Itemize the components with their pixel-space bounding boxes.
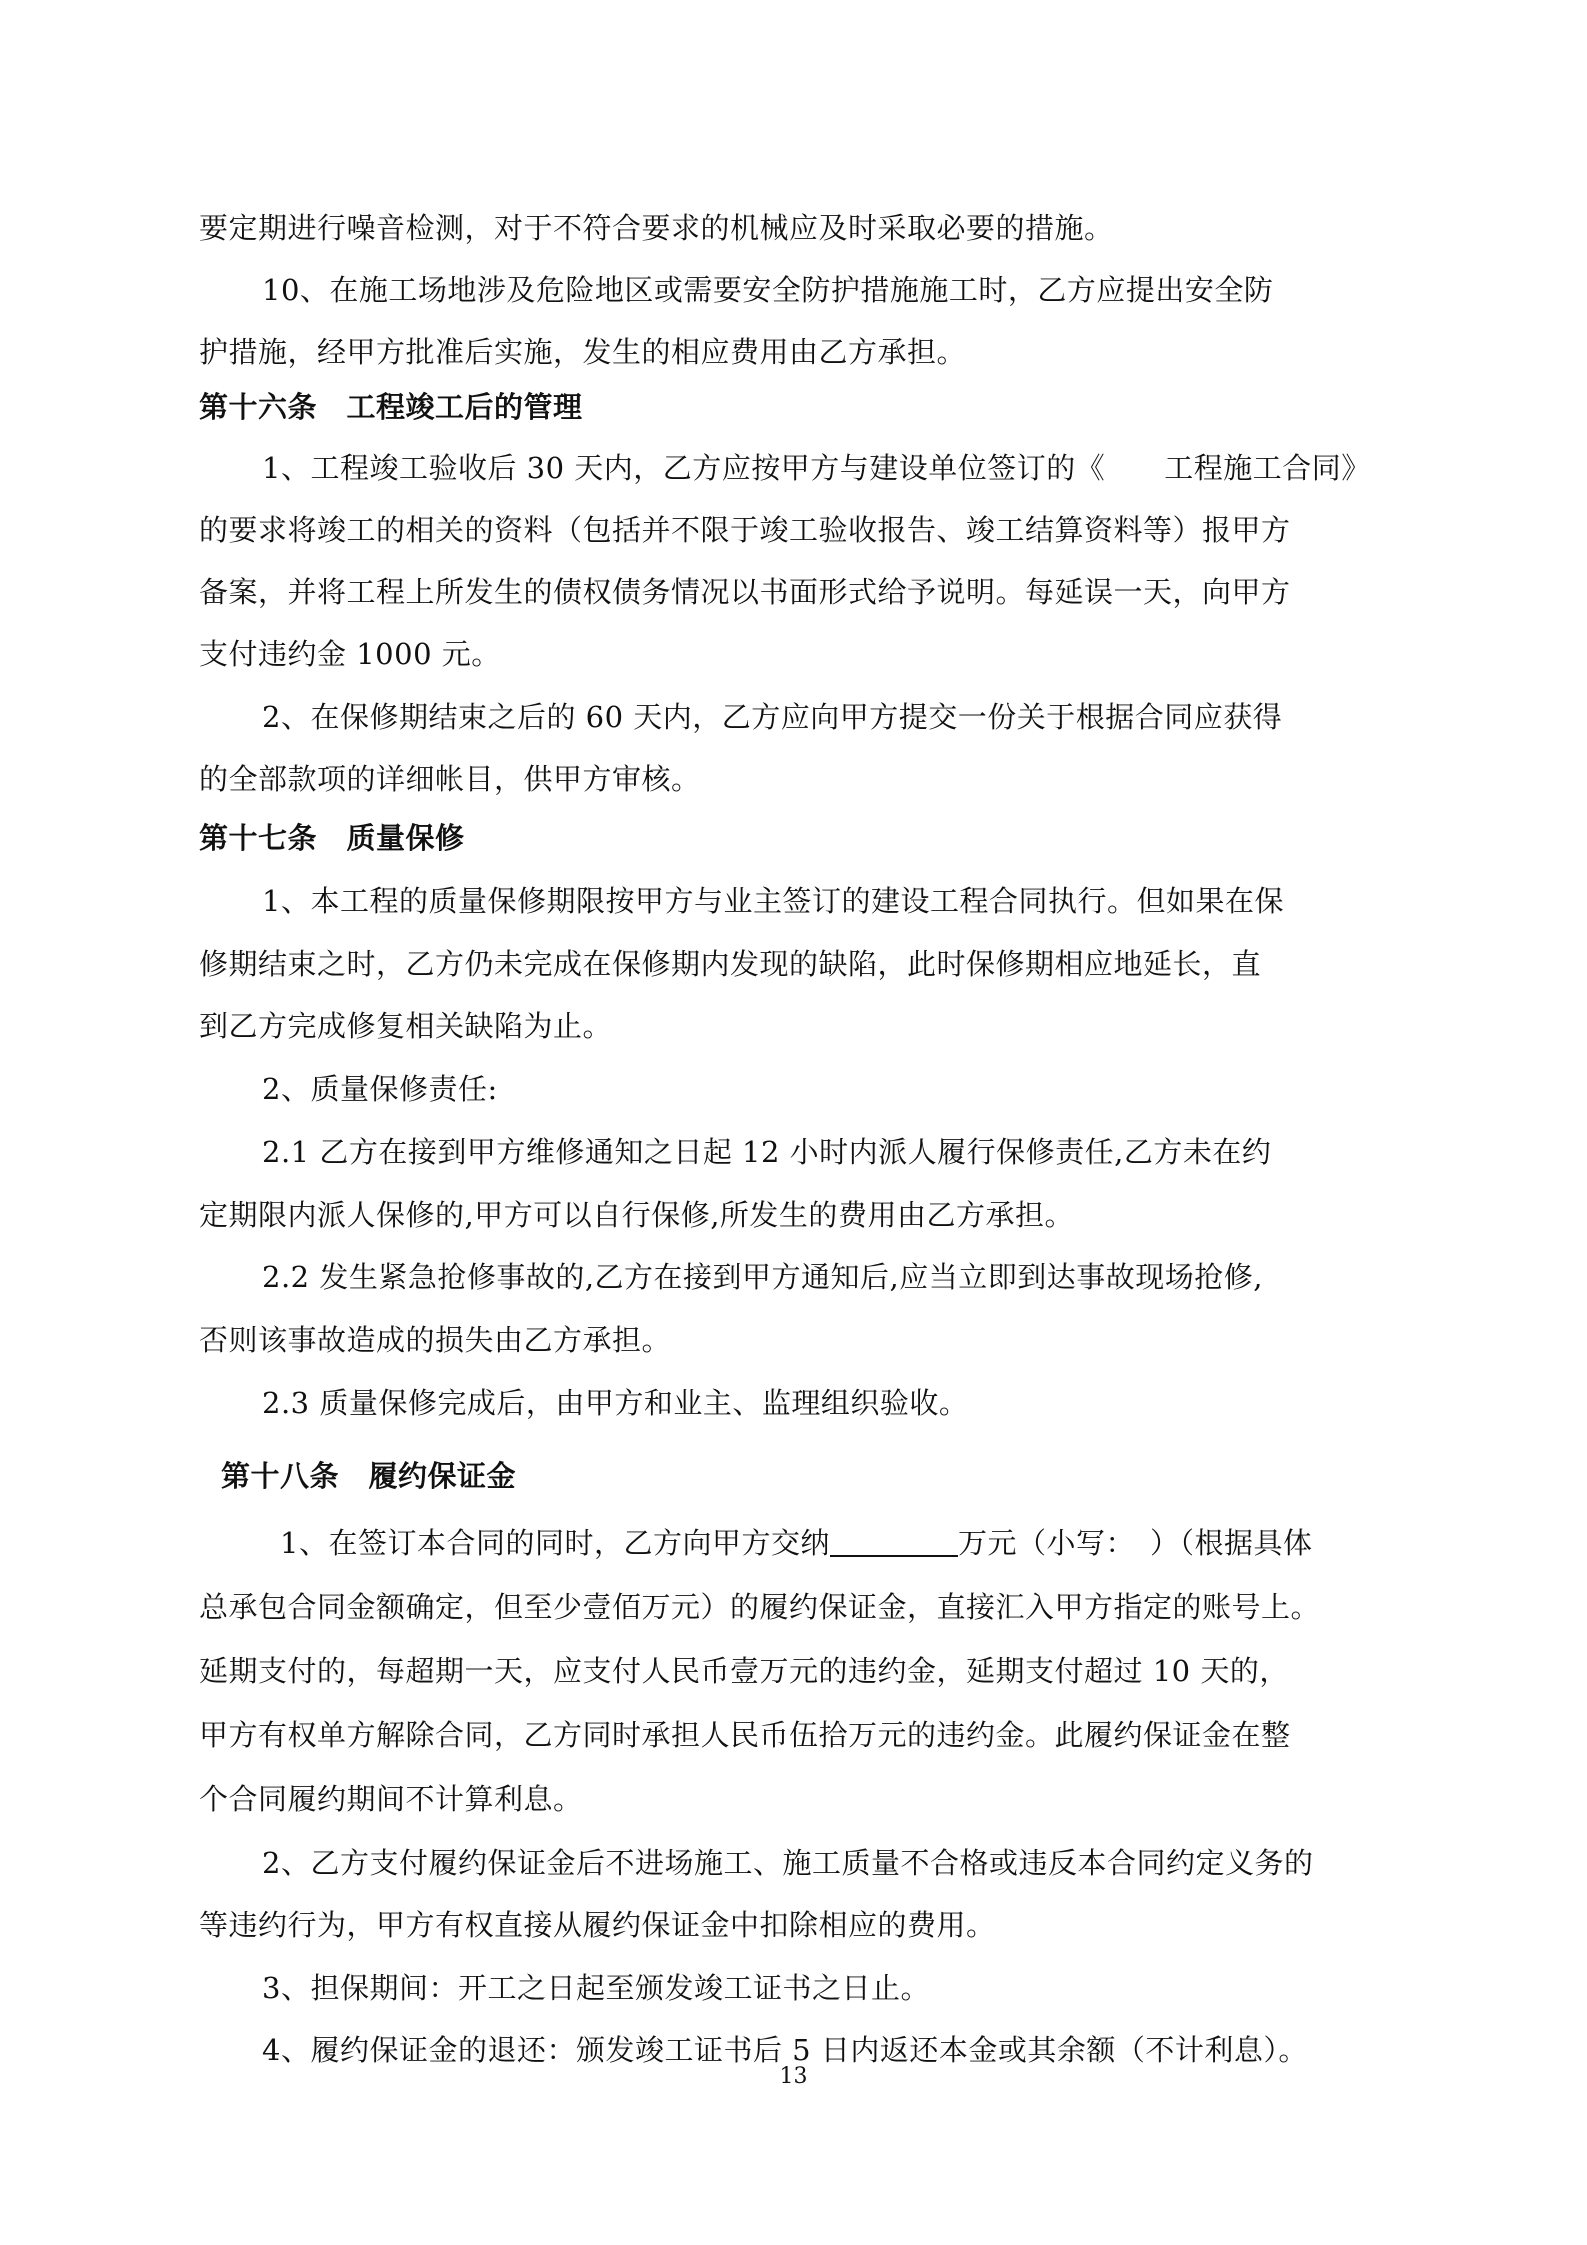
text-line: 要定期进行噪音检测，对于不符合要求的机械应及时采取必要的措施。 <box>199 211 1114 245</box>
text-line: 1、本工程的质量保修期限按甲方与业主签订的建设工程合同执行。但如果在保 <box>262 884 1284 918</box>
text-line: 10、在施工场地涉及危险地区或需要安全防护措施施工时，乙方应提出安全防 <box>262 273 1274 307</box>
text-line: 等违约行为，甲方有权直接从履约保证金中扣除相应的费用。 <box>199 1908 996 1942</box>
text-line: 护措施，经甲方批准后实施，发生的相应费用由乙方承担。 <box>199 335 967 369</box>
text-line: 否则该事故造成的损失由乙方承担。 <box>199 1323 672 1357</box>
text-line: 个合同履约期间不计算利息。 <box>199 1782 583 1816</box>
text-line: 2.2 发生紧急抢修事故的,乙方在接到甲方通知后,应当立即到达事故现场抢修, <box>262 1260 1263 1294</box>
text-line: 的要求将竣工的相关的资料（包括并不限于竣工验收报告、竣工结算资料等）报甲方 <box>199 513 1291 547</box>
text-line: 总承包合同金额确定，但至少壹佰万元）的履约保证金，直接汇入甲方指定的账号上。 <box>199 1590 1321 1624</box>
amount-blank <box>830 1525 958 1557</box>
text-line: 修期结束之时，乙方仍未完成在保修期内发现的缺陷，此时保修期相应地延长，直 <box>199 947 1262 981</box>
text-line-with-blank <box>280 1523 1312 1563</box>
text-line: 2、乙方支付履约保证金后不进场施工、施工质量不合格或违反本合同约定义务的 <box>262 1846 1314 1880</box>
text-line: 2、在保修期结束之后的 60 天内，乙方应向甲方提交一份关于根据合同应获得 <box>262 700 1283 734</box>
text-line: 延期支付的，每超期一天，应支付人民币壹万元的违约金，延期支付超过 10 天的， <box>199 1654 1289 1688</box>
section-heading-17: 第十七条 质量保修 <box>199 821 465 855</box>
text-line: 3、担保期间：开工之日起至颁发竣工证书之日止。 <box>262 1971 930 2005</box>
text-line: 定期限内派人保修的,甲方可以自行保修,所发生的费用由乙方承担。 <box>199 1198 1074 1232</box>
text-line: 1、工程竣工验收后 30 天内，乙方应按甲方与建设单位签订的《 工程施工合同》 <box>262 451 1371 485</box>
text-line: 2、质量保修责任: <box>262 1072 498 1106</box>
section-heading-16: 第十六条 工程竣工后的管理 <box>199 390 583 424</box>
text-line: 到乙方完成修复相关缺陷为止。 <box>199 1009 613 1043</box>
section-heading-18: 第十八条 履约保证金 <box>221 1459 517 1493</box>
page-number: 13 <box>779 2064 808 2089</box>
text-line: 支付违约金 1000 元。 <box>199 637 501 671</box>
text-line: 的全部款项的详细帐目，供甲方审核。 <box>199 762 701 796</box>
text-line: 甲方有权单方解除合同，乙方同时承担人民币伍拾万元的违约金。此履约保证金在整 <box>199 1718 1291 1752</box>
text-line: 4、履约保证金的退还：颁发竣工证书后 5 日内返还本金或其余额（不计利息）。 <box>262 2033 1308 2067</box>
text-line: 备案，并将工程上所发生的债权债务情况以书面形式给予说明。每延误一天，向甲方 <box>199 575 1291 609</box>
text-line: 2.1 乙方在接到甲方维修通知之日起 12 小时内派人履行保修责任,乙方未在约 <box>262 1135 1272 1169</box>
text-line: 2.3 质量保修完成后，由甲方和业主、监理组织验收。 <box>262 1386 969 1420</box>
text-segment: 1、在签订本合同的同时，乙方向甲方交纳 <box>280 1526 830 1560</box>
text-segment: 万元（小写： ）（根据具体 <box>957 1526 1313 1560</box>
